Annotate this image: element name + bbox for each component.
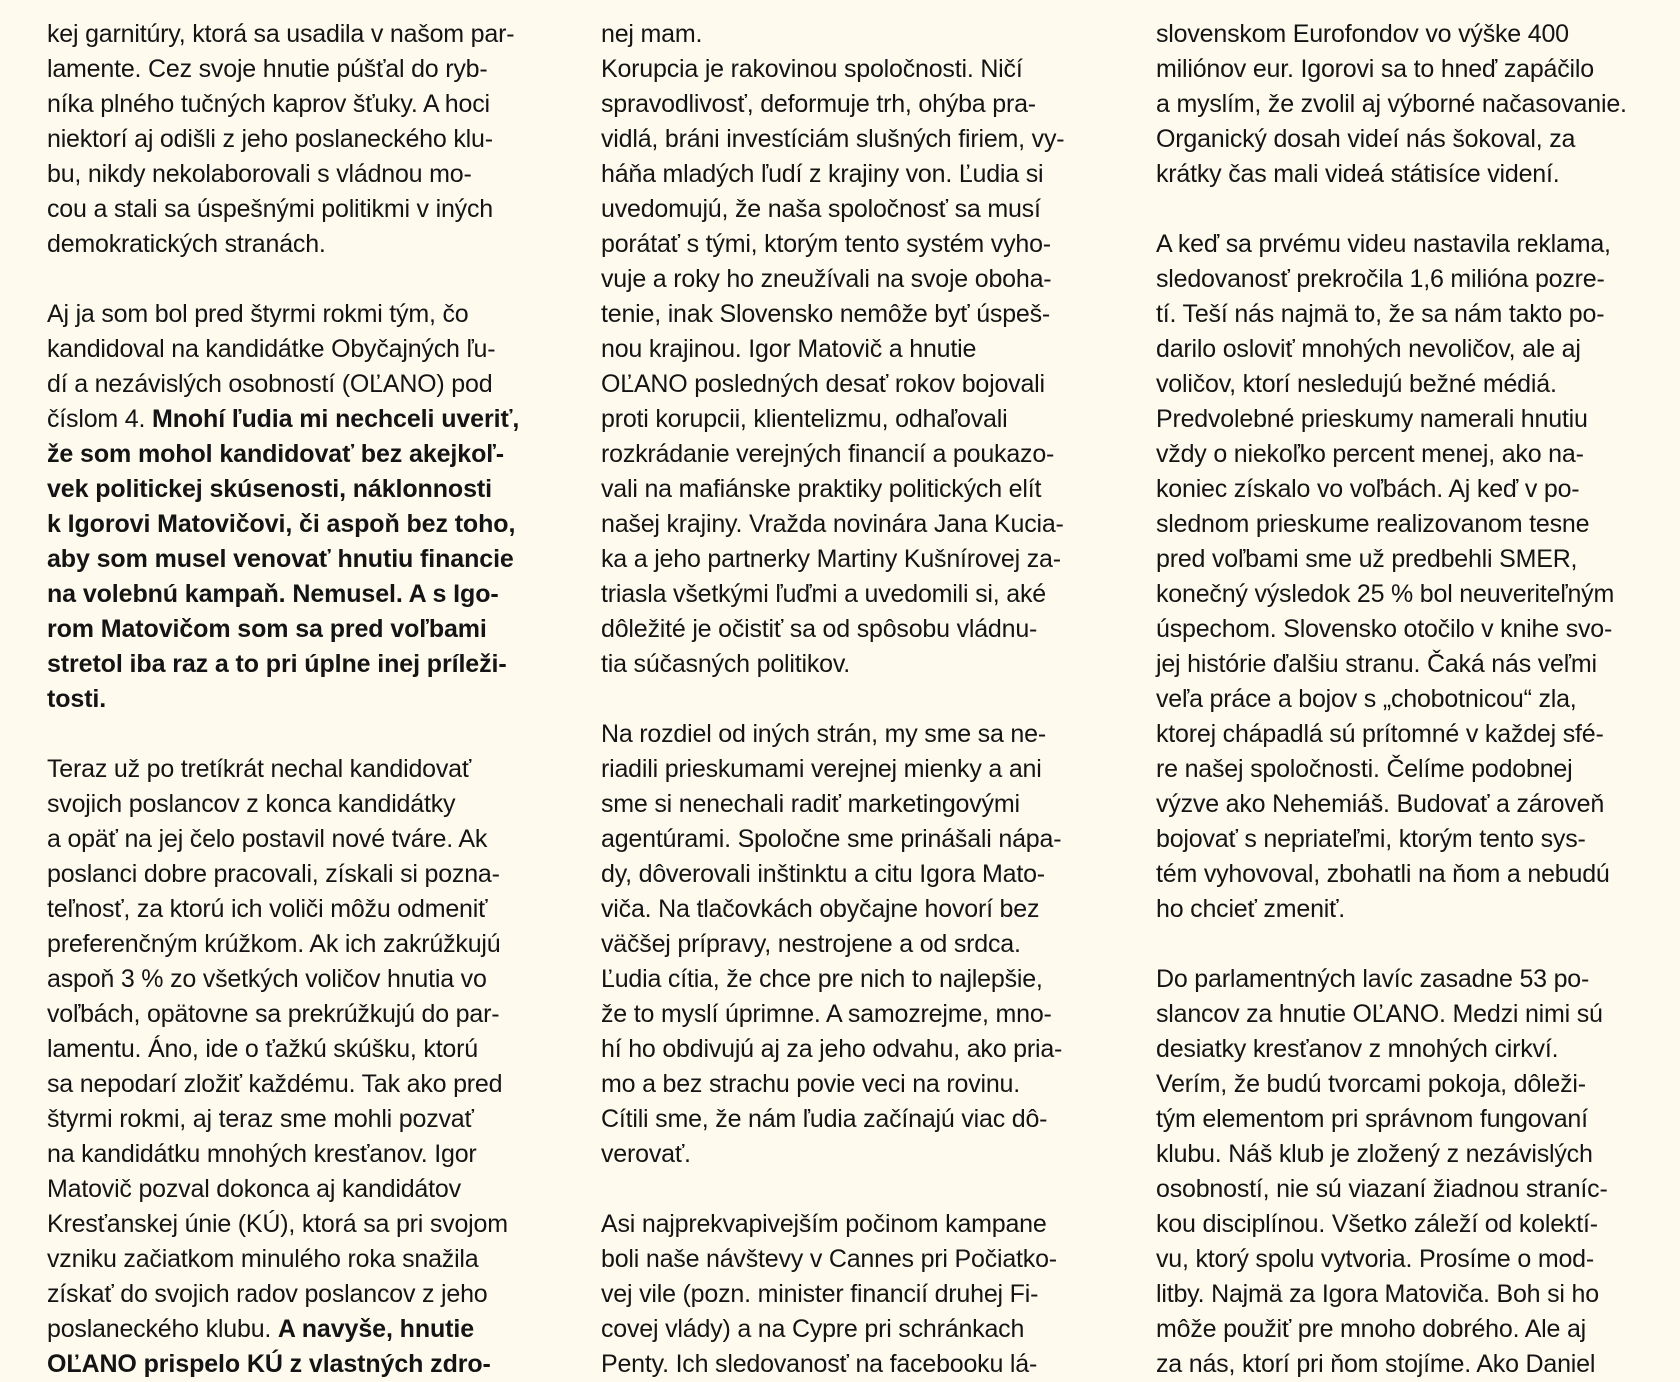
text-segment: Asi najprekvapivejším počinom kampane boli naše návštevy v Cannes pri Počiatko- vej vile (pozn. minister financií druhej Fi- covej vlády) a na Cypre pri schránkach Penty. Ich sledovanosť na facebooku lá- bbox=[601, 1210, 1057, 1378]
paragraph bbox=[1156, 192, 1664, 927]
text-segment: nej mam. Korupcia je rakovinou spoločnosti. Ničí spravodlivosť, deformuje trh, ohýba pra- vidlá, bráni investíciám slušných firiem, vy- háňa mladých ľudí z krajiny von. Ľudia si uvedomujú, že naša spoločnosť sa musí porátať s tými, ktorým tento systém vyho- vuje a roky ho zneužívali na svoje oboha- tenie, inak Slovensko nemôže byť úspeš- nou krajinou. Igor Matovič a hnutie OĽANO posledných desať rokov bojovali proti korupcii, klientelizmu, odhaľovali rozkrádanie verejných financií a poukazo- vali na mafiánske praktiky politických elít našej krajiny. Vražda novinára Jana Kucia- ka a jeho partnerky Martiny Kušnírovej za- triasla všetkými ľuďmi a uvedomili si, aké dôležité je očistiť sa od spôsobu vládnu- tia súčasných politikov. bbox=[601, 20, 1065, 678]
text-segment: Do parlamentných lavíc zasadne 53 po- slancov za hnutie OĽANO. Medzi nimi sú desiatky kresťanov z mnohých cirkví. Verím, že budú tvorcami pokoja, dôleži- tým elementom pri správnom fungovaní klubu. Náš klub je zložený z nezávislých osobností, nie sú viazaní žiadnou straníc- kou disciplínou. Všetko záleží od kolektí- vu, ktorý spolu vytvoria. Prosíme o mod- litby. Najmä za Igora Matoviča. Boh si ho môže použiť pre mnoho dobrého. Ale aj za nás, ktorí pri ňom stojíme. Ako Daniel bbox=[1156, 965, 1608, 1378]
paragraph bbox=[47, 262, 555, 717]
paragraph bbox=[47, 0, 555, 262]
paragraph bbox=[601, 682, 1109, 1172]
text-segment: Teraz už po tretíkrát nechal kandidovať svojich poslancov z konca kandidátky a opäť na jej čelo postavil nové tváre. Ak poslanci dobre pracovali, získali si pozna- teľnosť, za ktorú ich voliči môžu odmeniť preferenčným krúžkom. Ak ich zakrúžkujú aspoň 3 % zo všetkých voličov hnutia vo voľbách, opätovne sa prekrúžkujú do par- lamentu. Áno, ide o ťažkú skúšku, ktorú sa nepodarí zložiť každému. Tak ako pred štyrmi rokmi, aj teraz sme mohli pozvať na kandidátku mnohých kresťanov. Igor Matovič pozval dokonca aj kandidátov Kresťanskej únie (KÚ), ktorá sa pri svojom vzniku začiatkom minulého roka snažila získať do svojich radov poslancov z jeho poslaneckého klubu. bbox=[47, 755, 508, 1343]
text-segment: Aj ja som bol pred štyrmi rokmi tým, čo kandidoval na kandidátke Obyčajných ľu- dí a nezávislých osobností (OĽANO) pod číslom 4. bbox=[47, 300, 496, 433]
bold-text-segment: A navyše, hnutie OĽANO prispelo KÚ z vlastných zdro- bbox=[47, 1315, 491, 1378]
article-column-1 bbox=[47, 0, 555, 1382]
paragraph bbox=[1156, 0, 1664, 192]
text-segment: Na rozdiel od iných strán, my sme sa ne- riadili prieskumami verejnej mienky a ani sme si nenechali radiť marketingovými agentúrami. Spoločne sme prinášali nápa- dy, dôverovali inštinktu a citu Igora Mato- viča. Na tlačovkách obyčajne hovorí bez väčšej prípravy, nestrojene a od srdca. Ľudia cítia, že chce pre nich to najlepšie, že to myslí úprimne. A samozrejme, mno- hí ho obdivujú aj za jeho odvahu, ako pria- mo a bez strachu povie veci na rovinu. Cítili sme, že nám ľudia začínajú viac dô- verovať. bbox=[601, 720, 1063, 1168]
paragraph bbox=[601, 1172, 1109, 1382]
article-column-2 bbox=[601, 0, 1109, 1382]
article-column-3 bbox=[1156, 0, 1664, 1382]
text-segment: slovenskom Eurofondov vo výške 400 miliónov eur. Igorovi sa to hneď zapáčilo a myslím, že zvolil aj výborné načasovanie. Organický dosah videí nás šokoval, za krátky čas mali videá státisíce videní. bbox=[1156, 20, 1627, 188]
paragraph bbox=[1156, 927, 1664, 1382]
paragraph bbox=[47, 717, 555, 1382]
paragraph bbox=[601, 0, 1109, 682]
text-segment: A keď sa prvému videu nastavila reklama, sledovanosť prekročila 1,6 milióna pozre- tí. Teší nás najmä to, že sa nám takto po- darilo osloviť mnohých nevoličov, ale aj voličov, ktorí nesledujú bežné médiá. Predvolebné prieskumy namerali hnutiu vždy o niekoľko percent menej, ako na- koniec získalo vo voľbách. Aj keď v po- slednom prieskume realizovanom tesne pred voľbami sme už predbehli SMER, konečný výsledok 25 % bol neuveriteľným úspechom. Slovensko otočilo v knihe svo- jej histórie ďalšiu stranu. Čaká nás veľmi veľa práce a bojov s „chobotnicou“ zla, ktorej chápadlá sú prítomné v každej sfé- re našej spoločnosti. Čelíme podobnej výzve ako Nehemiáš. Budovať a zároveň bojovať s nepriateľmi, ktorým tento sys- tém vyhovoval, zbohatli na ňom a nebudú ho chcieť zmeniť. bbox=[1156, 230, 1615, 923]
bold-text-segment: Mnohí ľudia mi nechceli uveriť, že som mohol kandidovať bez akejkoľ- vek politickej skúsenosti, náklonnosti k Igorovi Matovičovi, či aspoň bez toho, aby som musel venovať hnutiu financie na volebnú kampaň. Nemusel. A s Igo- rom Matovičom som sa pred voľbami stretol iba raz a to pri úplne inej príleži- tosti. bbox=[47, 405, 520, 713]
text-segment: kej garnitúry, ktorá sa usadila v našom par- lamente. Cez svoje hnutie púšťal do ryb- níka plného tučných kaprov šťuky. A hoci niektorí aj odišli z jeho poslaneckého klu- bu, nikdy nekolaborovali s vládnou mo- cou a stali sa úspešnými politikmi v iných demokratických stranách. bbox=[47, 20, 515, 258]
